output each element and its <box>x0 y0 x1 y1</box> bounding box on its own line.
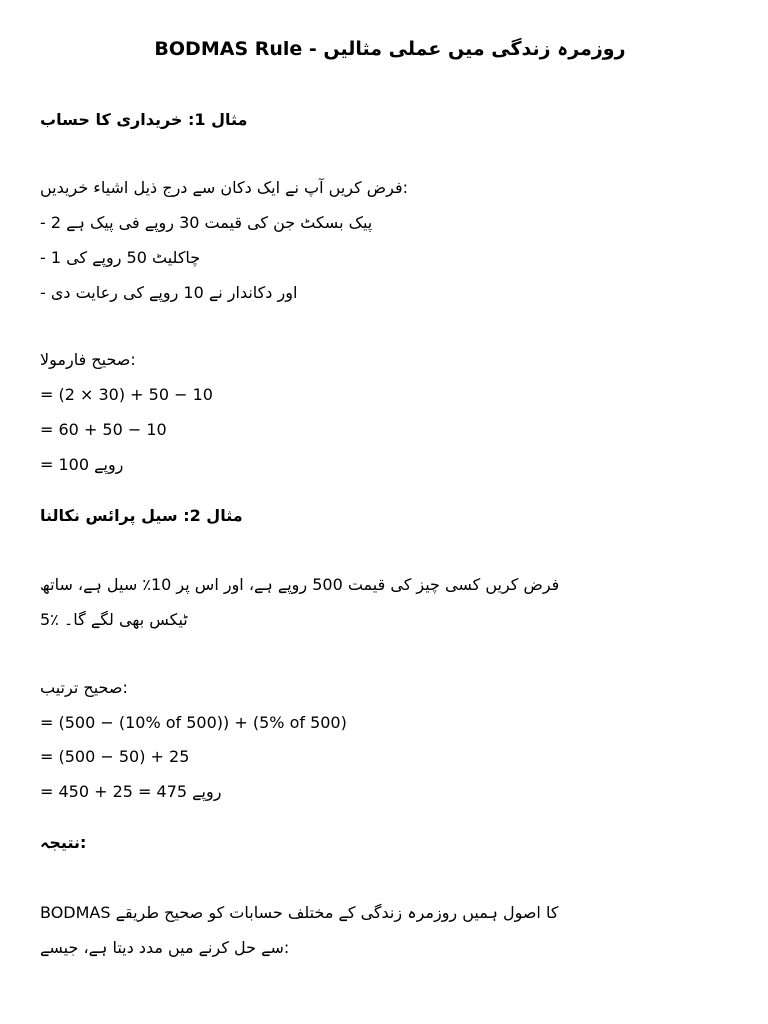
conclusion-line1: BODMAS کا اصول ہمیں روزمرہ زندگی کے مختلف حسابات کو صحیح طریقے <box>40 903 559 922</box>
example1-calc-label: صحیح فارمولا: <box>40 350 136 369</box>
example1-item: - 1 چاکلیٹ 50 روپے کی <box>40 248 201 267</box>
example2-step: = (500 − 50) + 25 <box>40 747 190 766</box>
example1-item: - 2 پیک بسکٹ جن کی قیمت 30 روپے فی پیک ہے <box>40 213 373 232</box>
conclusion-line2: سے حل کرنے میں مدد دیتا ہے، جیسے: <box>40 938 290 957</box>
example1-item: - اور دکاندار نے 10 روپے کی رعایت دی <box>40 283 298 302</box>
example2-step: = 450 + 25 = 475 روپے <box>40 782 222 801</box>
example1-intro: فرض کریں آپ نے ایک دکان سے درج ذیل اشیاء خریدیں: <box>40 178 409 197</box>
example2-intro-line2: 5٪ ٹیکس بھی لگے گا۔ <box>40 610 188 629</box>
example1-step: = 100 روپے <box>40 455 124 474</box>
example2-heading: مثال 2: سیل پرائس نکالنا <box>40 506 243 525</box>
example2-step: = (500 − (10% of 500)) + (5% of 500) <box>40 713 347 732</box>
example2-calc-label: صحیح ترتیب: <box>40 678 128 697</box>
conclusion-heading: نتیجہ: <box>40 833 87 852</box>
example1-step: = 60 + 50 − 10 <box>40 420 167 439</box>
example2-intro-line1: فرض کریں کسی چیز کی قیمت 500 روپے ہے، اور اس پر 10٪ سیل ہے، ساتھ <box>40 575 560 594</box>
page-title: BODMAS Rule - روزمرہ زندگی میں عملی مثالیں <box>154 38 626 60</box>
example1-heading: مثال 1: خریداری کا حساب <box>40 110 248 129</box>
example1-step: = (2 × 30) + 50 − 10 <box>40 385 213 404</box>
